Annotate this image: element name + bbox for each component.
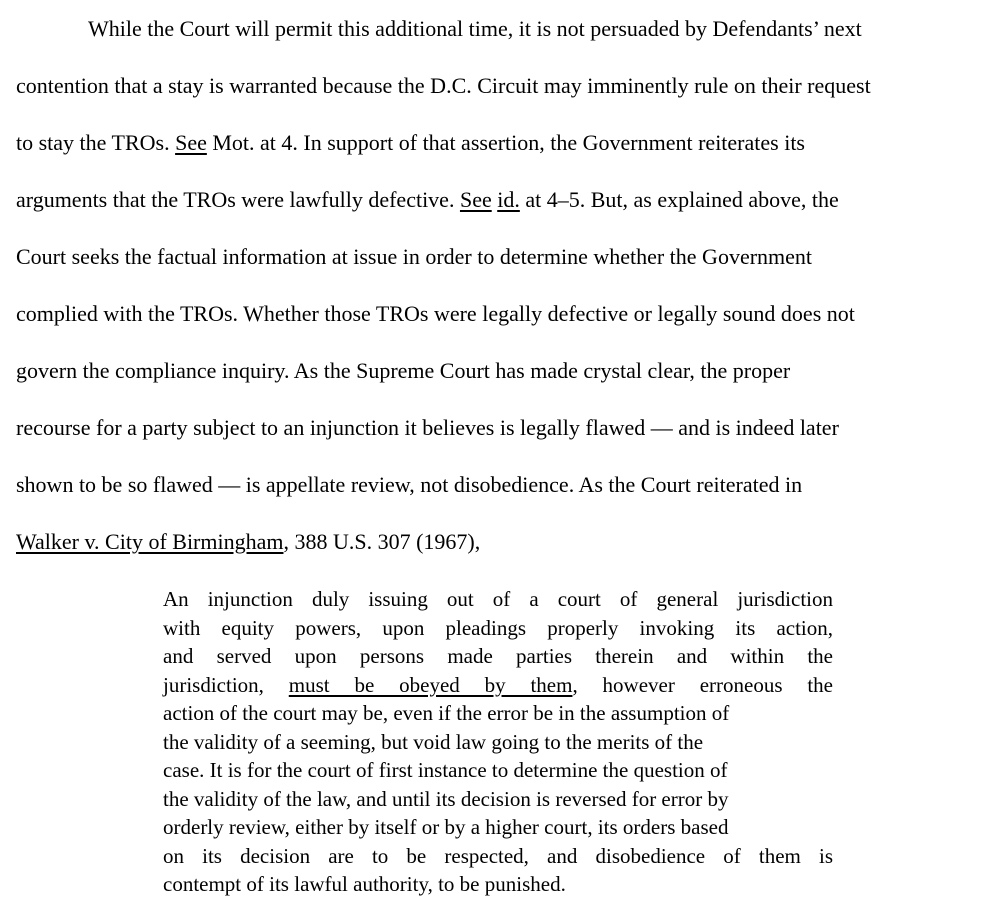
- quote-line: [163, 671, 833, 700]
- text-segment: to stay the TROs.: [16, 130, 176, 155]
- text-segment: jurisdiction,: [163, 672, 289, 697]
- paragraph-line: [16, 130, 805, 156]
- see-signal: See: [459, 187, 492, 212]
- quote-line: the validity of the law, and until its decision is reversed for error by: [163, 786, 729, 811]
- see-signal: See: [175, 130, 207, 155]
- paragraph-line: recourse for a party subject to an injunction it believes is legally flawed — and is indeed later: [16, 415, 839, 440]
- paragraph-line: Court seeks the factual information at issue in order to determine whether the Government: [16, 244, 813, 269]
- quote-line: on its decision are to be respected, and disobedience of them is: [163, 843, 833, 868]
- text-segment: , 388 U.S. 307 (1967),: [283, 529, 481, 554]
- id-citation: id.: [497, 187, 520, 212]
- text-segment: at 4–5. But, as explained above, the: [519, 187, 839, 212]
- paragraph-line: [16, 187, 839, 213]
- paragraph-line: While the Court will permit this additional time, it is not persuaded by Defendants’ next: [88, 16, 862, 41]
- text-segment: Mot. at 4. In support of that assertion, the Government reiterates its: [206, 130, 805, 155]
- quote-line: and served upon persons made parties therein and within the: [163, 644, 833, 668]
- paragraph-line: contention that a stay is warranted because the D.C. Circuit may imminently rule on their request: [16, 73, 871, 98]
- paragraph-line: govern the compliance inquiry. As the Supreme Court has made crystal clear, the proper: [16, 358, 791, 383]
- case-citation: Walker v. City of Birmingham: [16, 529, 284, 554]
- quote-line: action of the court may be, even if the error be in the assumption of: [163, 701, 730, 725]
- paragraph-line: [16, 529, 480, 555]
- quote-line: the validity of a seeming, but void law going to the merits of the: [163, 729, 704, 754]
- quote-line: orderly review, either by itself or by a higher court, its orders based: [163, 815, 729, 839]
- emphasized-phrase: must be obeyed by them: [288, 672, 573, 697]
- paragraph-line: shown to be so flawed — is appellate review, not disobedience. As the Court reiterated in: [16, 472, 803, 497]
- quote-line: with equity powers, upon pleadings properly invoking its action,: [163, 615, 833, 640]
- block-quote: [163, 585, 833, 899]
- quote-line: contempt of its lawful authority, to be punished.: [163, 872, 566, 896]
- quote-line: An injunction duly issuing out of a court of general jurisdiction: [163, 587, 833, 611]
- text-segment: arguments that the TROs were lawfully defective.: [16, 187, 460, 212]
- text-segment: , however erroneous the: [572, 672, 833, 697]
- quote-line: case. It is for the court of first instance to determine the question of: [163, 758, 728, 782]
- paragraph-line: complied with the TROs. Whether those TROs were legally defective or legally sound does not: [16, 301, 855, 326]
